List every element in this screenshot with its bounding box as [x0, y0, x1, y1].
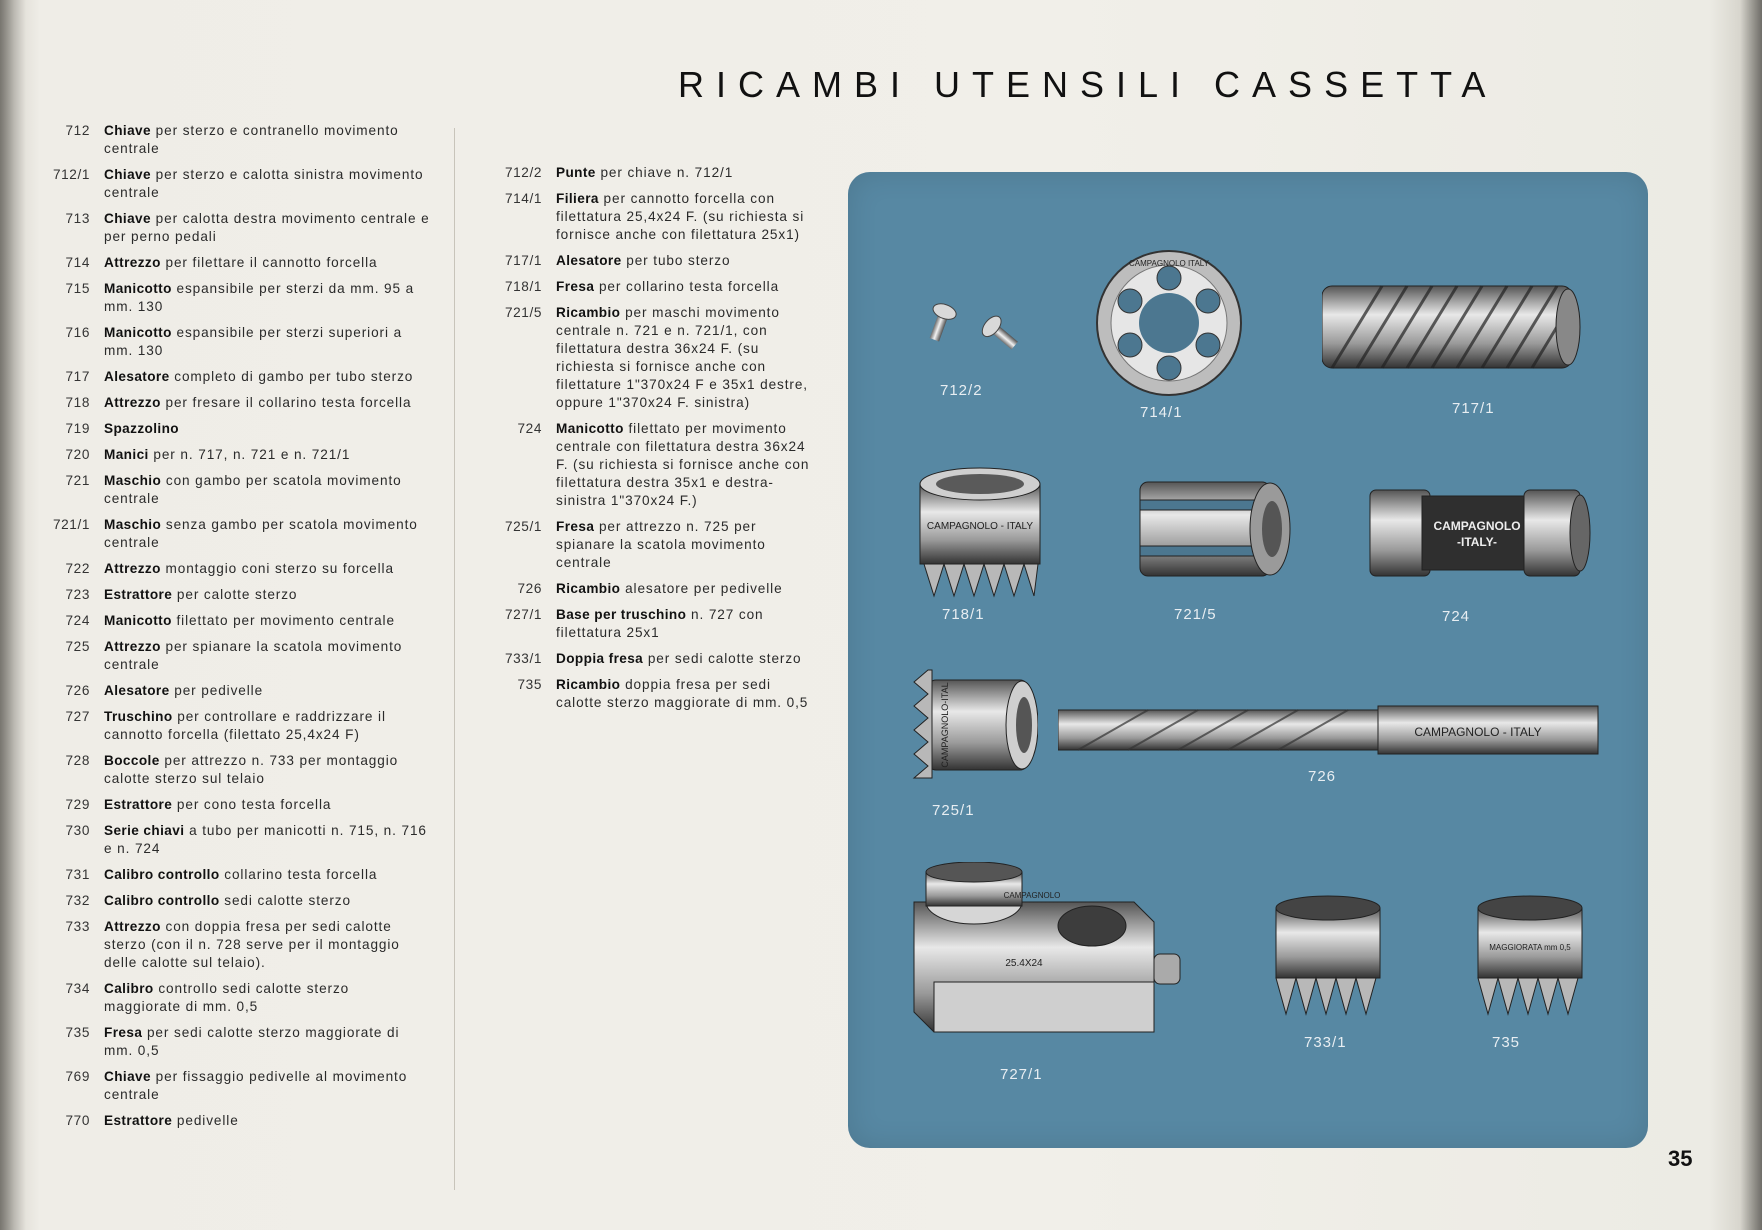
part-code: 712/2 [504, 165, 542, 180]
part-description [104, 708, 430, 744]
part-entry [30, 612, 430, 630]
part-detail: per attrezzo n. 725 per spianare la scatola movimento centrale [556, 519, 766, 570]
part-code: 714 [65, 255, 90, 270]
cutter-735-engraving: MAGGIORATA mm 0,5 [1489, 943, 1571, 952]
part-detail: per sterzo e contranello movimento centrale [104, 123, 399, 156]
part-entry [486, 252, 818, 270]
part-code: 723 [65, 587, 90, 602]
part-description [104, 166, 430, 202]
part-name: Chiave [104, 211, 151, 226]
part-code: 717/1 [504, 253, 542, 268]
part-name: Calibro controllo [104, 867, 220, 882]
sleeve-724-image [1362, 478, 1592, 588]
part-description [104, 1068, 430, 1104]
spine-shadow [0, 0, 26, 1230]
column-divider [454, 128, 455, 1190]
part-entry [486, 190, 818, 244]
label-724: 724 [1442, 608, 1471, 625]
part-entry [30, 516, 430, 552]
part-detail: per fissaggio pedivelle al movimento centrale [104, 1069, 408, 1102]
part-code: 720 [65, 447, 90, 462]
part-name: Attrezzo [104, 561, 161, 576]
part-entry [486, 518, 818, 572]
part-detail: per n. 717, n. 721 e n. 721/1 [153, 447, 351, 462]
part-detail: montaggio coni sterzo su forcella [165, 561, 394, 576]
part-detail: con doppia fresa per sedi calotte sterzo (con il n. 728 serve per il montaggio delle calotte sul telaio). [104, 919, 400, 970]
part-description [104, 420, 430, 438]
part-entry [30, 166, 430, 202]
part-name: Fresa [556, 519, 595, 534]
part-code: 726 [517, 581, 542, 596]
part-detail: per calotte sterzo [176, 587, 298, 602]
part-entry [30, 324, 430, 360]
part-code: 726 [65, 683, 90, 698]
part-code: 713 [65, 211, 90, 226]
part-description [104, 254, 430, 272]
part-detail: per sedi calotte sterzo [647, 651, 802, 666]
part-name: Doppia fresa [556, 651, 644, 666]
part-name: Fresa [556, 279, 595, 294]
part-detail: completo di gambo per tubo sterzo [174, 369, 414, 384]
part-code: 724 [517, 421, 542, 436]
part-description [104, 752, 430, 788]
part-detail: per filettare il cannotto forcella [165, 255, 378, 270]
part-name: Manicotto [104, 325, 172, 340]
part-description [556, 420, 818, 510]
part-description [104, 394, 430, 412]
part-code: 724 [65, 613, 90, 628]
part-detail: per fresare il collarino testa forcella [165, 395, 412, 410]
part-description [104, 324, 430, 360]
part-detail: pedivelle [176, 1113, 239, 1128]
part-code: 727 [65, 709, 90, 724]
label-714-1: 714/1 [1140, 404, 1183, 421]
part-description [104, 122, 430, 158]
part-name: Attrezzo [104, 919, 161, 934]
pins-712-2-image [914, 292, 1034, 362]
part-description [556, 190, 818, 244]
part-name: Manicotto [104, 281, 172, 296]
base-727-engraving-thread: 25.4X24 [1005, 958, 1043, 969]
label-721-5: 721/5 [1174, 606, 1217, 623]
part-code: 721/5 [504, 305, 542, 320]
part-name: Punte [556, 165, 596, 180]
part-entry [486, 420, 818, 510]
part-name: Attrezzo [104, 639, 161, 654]
tools-photo-panel [848, 172, 1648, 1148]
part-detail: alesatore per pedivelle [625, 581, 783, 596]
part-name: Estrattore [104, 1113, 173, 1128]
part-name: Base per truschino [556, 607, 687, 622]
part-description [104, 280, 430, 316]
part-description [104, 210, 430, 246]
part-code: 769 [65, 1069, 90, 1084]
part-code: 725/1 [504, 519, 542, 534]
cutter-725-1-image [908, 660, 1038, 790]
label-727-1: 727/1 [1000, 1066, 1043, 1083]
part-description [104, 516, 430, 552]
part-description [104, 560, 430, 578]
part-code: 725 [65, 639, 90, 654]
part-name: Maschio [104, 517, 162, 532]
part-name: Serie chiavi [104, 823, 185, 838]
cutter-718-1-image [910, 464, 1050, 604]
part-description [104, 1024, 430, 1060]
part-name: Manicotto [104, 613, 172, 628]
part-code: 735 [65, 1025, 90, 1040]
part-code: 721/1 [52, 517, 90, 532]
part-entry [30, 1024, 430, 1060]
part-code: 735 [517, 677, 542, 692]
part-detail: per cono testa forcella [176, 797, 332, 812]
part-entry [30, 446, 430, 464]
page-title: RICAMBI UTENSILI CASSETTA [678, 64, 1498, 105]
part-name: Estrattore [104, 797, 173, 812]
part-description [556, 606, 818, 642]
part-name: Maschio [104, 473, 162, 488]
part-name: Calibro controllo [104, 893, 220, 908]
part-name: Ricambio [556, 581, 621, 596]
part-code: 718 [65, 395, 90, 410]
part-entry [486, 650, 818, 668]
part-entry [30, 918, 430, 972]
part-detail: espansibile per sterzi da mm. 95 a mm. 130 [104, 281, 415, 314]
label-733-1: 733/1 [1304, 1034, 1347, 1051]
part-code: 712/1 [52, 167, 90, 182]
label-718-1: 718/1 [942, 606, 985, 623]
part-entry [30, 1068, 430, 1104]
label-712-2: 712/2 [940, 382, 983, 399]
page-number: 35 [1668, 1146, 1693, 1171]
part-entry [30, 280, 430, 316]
part-code: 727/1 [504, 607, 542, 622]
part-name: Alesatore [104, 683, 170, 698]
part-detail: per sterzo e calotta sinistra movimento centrale [104, 167, 424, 200]
part-name: Calibro [104, 981, 154, 996]
part-description [104, 368, 430, 386]
part-entry [30, 254, 430, 272]
part-detail: collarino testa forcella [224, 867, 378, 882]
double-cutter-733-1-image [1268, 890, 1388, 1020]
part-name: Manici [104, 447, 149, 462]
part-detail: espansibile per sterzi superiori a mm. 130 [104, 325, 403, 358]
part-description [556, 518, 818, 572]
part-code: 718/1 [504, 279, 542, 294]
part-detail: per chiave n. 712/1 [600, 165, 734, 180]
part-name: Spazzolino [104, 421, 179, 436]
part-entry [486, 164, 818, 182]
part-entry [486, 278, 818, 296]
part-detail: per tubo sterzo [626, 253, 731, 268]
part-detail: per sedi calotte sterzo maggiorate di mm. 0,5 [104, 1025, 400, 1058]
reamer-726-image [1058, 702, 1608, 758]
part-code: 729 [65, 797, 90, 812]
part-code: 730 [65, 823, 90, 838]
part-code: 731 [65, 867, 90, 882]
part-name: Truschino [104, 709, 173, 724]
part-description [104, 638, 430, 674]
die-engraving: CAMPAGNOLO ITALY [1128, 259, 1210, 268]
part-entry [30, 586, 430, 604]
part-description [556, 676, 818, 712]
part-detail: n. 727 con filettatura 25x1 [556, 607, 764, 640]
cutter-735-image [1470, 890, 1590, 1020]
part-name: Fresa [104, 1025, 143, 1040]
part-description [556, 278, 818, 296]
part-detail: per pedivelle [174, 683, 264, 698]
part-entry [30, 866, 430, 884]
part-description [104, 446, 430, 464]
part-detail: filettato per movimento centrale con filettatura destra 36x24 F. (su richiesta si fornisce anche con filettatura destra 35x1 e destra-sinistra 1"370x24 F.) [556, 421, 810, 508]
part-entry [30, 682, 430, 700]
part-code: 728 [65, 753, 90, 768]
part-description [104, 892, 430, 910]
part-description [104, 1112, 430, 1130]
part-entry [30, 980, 430, 1016]
part-code: 734 [65, 981, 90, 996]
part-entry [30, 892, 430, 910]
part-description [556, 164, 818, 182]
part-description [104, 796, 430, 814]
part-description [104, 472, 430, 508]
reamer-726-engraving: CAMPAGNOLO - ITALY [1414, 725, 1542, 739]
part-entry [30, 822, 430, 858]
cutter-718-engraving: CAMPAGNOLO - ITALY [926, 521, 1034, 532]
part-name: Filiera [556, 191, 599, 206]
part-detail: per cannotto forcella con filettatura 25,4x24 F. (su richiesta si fornisce anche con filettatura 25x1) [556, 191, 805, 242]
part-name: Ricambio [556, 677, 621, 692]
part-description [104, 980, 430, 1016]
part-detail: doppia fresa per sedi calotte sterzo maggiorate di mm. 0,5 [556, 677, 809, 710]
part-detail: per attrezzo n. 733 per montaggio calotte sterzo sul telaio [104, 753, 399, 786]
part-name: Boccole [104, 753, 160, 768]
part-entry [486, 676, 818, 712]
label-717-1: 717/1 [1452, 400, 1495, 417]
part-detail: controllo sedi calotte sterzo maggiorate di mm. 0,5 [104, 981, 350, 1014]
die-714-1-image [1094, 248, 1244, 398]
label-726: 726 [1308, 768, 1337, 785]
page-edge-shadow [1740, 0, 1762, 1230]
part-name: Estrattore [104, 587, 173, 602]
part-name: Chiave [104, 123, 151, 138]
part-code: 721 [65, 473, 90, 488]
reamer-717-1-image [1322, 282, 1582, 372]
part-detail: filettato per movimento centrale [176, 613, 395, 628]
part-detail: per controllare e raddrizzare il cannotto forcella (filettato 25,4x24 F) [104, 709, 386, 742]
part-code: 733/1 [504, 651, 542, 666]
cutter-725-engraving: CAMPAGNOLO-ITAL [940, 682, 950, 768]
part-entry [30, 122, 430, 158]
part-detail: sedi calotte sterzo [224, 893, 351, 908]
part-description [556, 304, 818, 412]
parts-list-right [486, 164, 818, 720]
part-entry [30, 708, 430, 744]
part-entry [486, 606, 818, 642]
part-description [556, 252, 818, 270]
part-description [104, 918, 430, 972]
part-entry [30, 394, 430, 412]
part-code: 714/1 [504, 191, 542, 206]
part-detail: per calotta destra movimento centrale e per perno pedali [104, 211, 430, 244]
part-code: 712 [65, 123, 90, 138]
part-description [556, 650, 818, 668]
tap-insert-721-5-image [1130, 474, 1300, 584]
part-description [104, 682, 430, 700]
part-entry [30, 638, 430, 674]
part-detail: senza gambo per scatola movimento centrale [104, 517, 418, 550]
part-entry [30, 368, 430, 386]
part-entry [30, 752, 430, 788]
part-entry [30, 1112, 430, 1130]
part-name: Attrezzo [104, 255, 161, 270]
part-entry [30, 472, 430, 508]
part-description [556, 580, 818, 598]
part-name: Manicotto [556, 421, 624, 436]
part-detail: a tubo per manicotti n. 715, n. 716 e n. 724 [104, 823, 427, 856]
part-code: 770 [65, 1113, 90, 1128]
part-detail: per spianare la scatola movimento centrale [104, 639, 403, 672]
part-code: 722 [65, 561, 90, 576]
part-name: Chiave [104, 167, 151, 182]
part-entry [30, 560, 430, 578]
part-entry [30, 210, 430, 246]
part-name: Attrezzo [104, 395, 161, 410]
part-description [104, 822, 430, 858]
part-detail: con gambo per scatola movimento centrale [104, 473, 402, 506]
part-name: Alesatore [556, 253, 622, 268]
part-description [104, 612, 430, 630]
part-code: 715 [65, 281, 90, 296]
part-detail: per collarino testa forcella [598, 279, 780, 294]
part-entry [486, 304, 818, 412]
part-detail: per maschi movimento centrale n. 721 e n. 721/1, con filettatura destra 36x24 F. (su richiesta si fornisce anche con filettature 1"370x24 F e 35x1 destre, oppure 1"370x24 F. sinistra) [556, 305, 808, 410]
sleeve-724-engraving-2: -ITALY- [1456, 535, 1498, 549]
part-entry [30, 420, 430, 438]
label-725-1: 725/1 [932, 802, 975, 819]
sleeve-724-engraving-1: CAMPAGNOLO [1433, 519, 1521, 533]
base-727-engraving-top: CAMPAGNOLO [1003, 891, 1061, 900]
part-description [104, 586, 430, 604]
part-entry [486, 580, 818, 598]
label-735: 735 [1492, 1034, 1521, 1051]
part-name: Alesatore [104, 369, 170, 384]
part-name: Chiave [104, 1069, 151, 1084]
part-code: 719 [65, 421, 90, 436]
part-code: 733 [65, 919, 90, 934]
part-code: 716 [65, 325, 90, 340]
base-727-1-image [904, 862, 1194, 1052]
part-entry [30, 796, 430, 814]
part-code: 732 [65, 893, 90, 908]
parts-list-left [30, 122, 430, 1138]
part-name: Ricambio [556, 305, 621, 320]
part-description [104, 866, 430, 884]
part-code: 717 [65, 369, 90, 384]
